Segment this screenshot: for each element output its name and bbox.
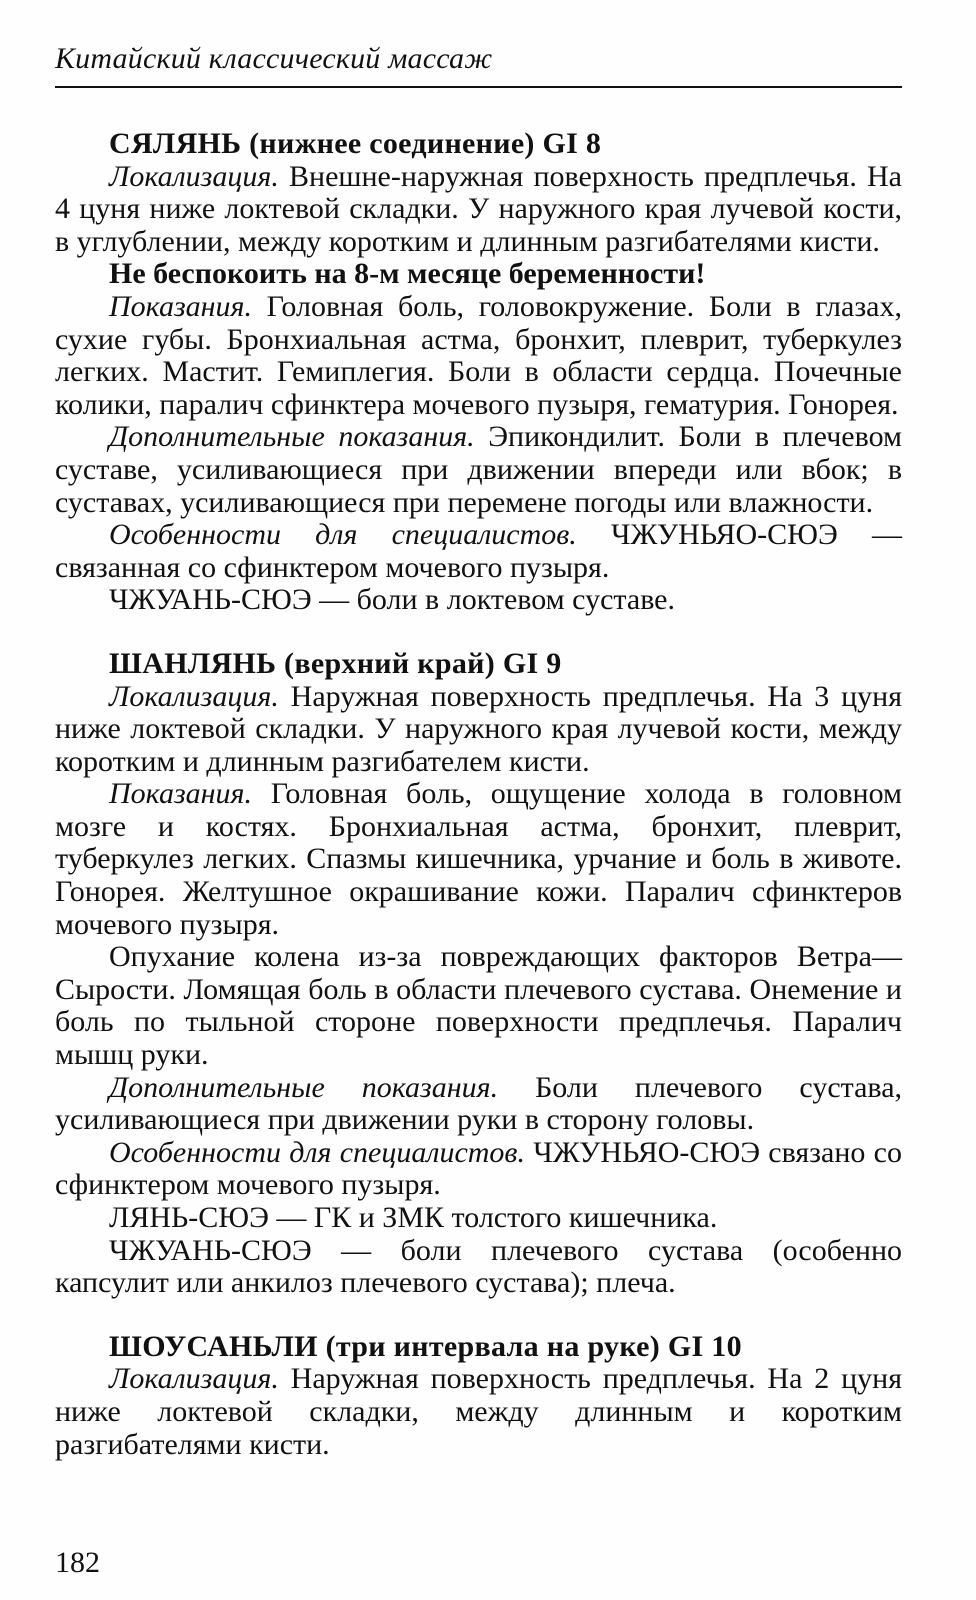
paragraph-text: Эпикондилит. Боли в плечевом суставе, усиливающиеся при движении впереди или вбок; в суставах, усиливающиеся при перемене погоды или влажности. xyxy=(55,420,902,519)
paragraph-label: Локализация. xyxy=(109,679,279,713)
paragraph-localization xyxy=(55,1363,902,1461)
paragraph-note xyxy=(55,1202,902,1235)
section-shanlyan xyxy=(55,648,902,1300)
paragraph-label: Локализация. xyxy=(109,159,279,193)
paragraph-text: ЧЖУАНЬ-СЮЭ — боли в локтевом суставе. xyxy=(109,583,676,617)
section-title: ШАНЛЯНЬ (верхний край) GI 9 xyxy=(109,646,562,680)
paragraph-warning xyxy=(55,258,902,291)
paragraph-text: Внешне-наружная поверхность предплечья. На 4 цуня ниже локтевой складки. У наружного края лучевой кости, в углублении, между коротким и длинным разгибателями кисти. xyxy=(55,159,902,258)
paragraph-specialist-notes xyxy=(55,1137,902,1202)
paragraph-label: Показания. xyxy=(109,289,252,323)
paragraph-text: Боли плечевого сустава, усиливающиеся при движении руки в сторону головы. xyxy=(55,1070,903,1137)
paragraph-label: Показания. xyxy=(109,777,252,811)
section-syalyan xyxy=(55,128,902,617)
paragraph-text: Головная боль, ощущение холода в головном мозге и костях. Бронхиальная астма, бронхит, плеврит, туберкулез легких. Спазмы кишечника, урчание и боль в животе. Гонорея. Желтушное окрашивание кожи. Паралич сфинктеров мочевого пузыря. xyxy=(55,777,902,941)
paragraph-label: Локализация. xyxy=(109,1362,279,1396)
header-rule xyxy=(55,86,902,88)
paragraph-text: Наружная поверхность предплечья. На 3 цуня ниже локтевой складки. У наружного края лучевой кости, между коротким и длинным разгибателем кисти. xyxy=(55,679,902,778)
page-number: 182 xyxy=(55,1546,100,1579)
paragraph-indications xyxy=(55,778,902,941)
paragraph-localization xyxy=(55,161,902,259)
section-title: СЯЛЯНЬ (нижнее соединение) GI 8 xyxy=(109,127,602,160)
paragraph-text: ЧЖУНЬЯО-СЮЭ связано со сфинктером мочевого пузыря. xyxy=(55,1135,902,1202)
paragraph-label: Особенности для специалистов. xyxy=(109,1135,525,1169)
paragraph-note xyxy=(55,1235,902,1300)
paragraph-additional-indications xyxy=(55,421,902,519)
paragraph-localization xyxy=(55,681,902,779)
paragraph-text: ЧЖУНЬЯО-СЮЭ — связанная со сфинктером мочевого пузыря. xyxy=(55,518,902,584)
paragraph-text: Опухание колена из-за повреждающих факторов Ветра—Сырости. Ломящая боль в области плечевого сустава. Онемение и боль по тыльной стороне поверхности предплечья. Паралич мышц руки. xyxy=(55,940,902,1072)
paragraph-text: Наружная поверхность предплечья. На 2 цуня ниже локтевой складки, между длинным и коротким разгибателями кисти. xyxy=(55,1362,902,1461)
paragraph-additional-indications xyxy=(55,1072,902,1137)
paragraph-specialist-notes xyxy=(55,519,902,584)
paragraph-label: Особенности для специалистов. xyxy=(109,518,577,552)
paragraph-indications xyxy=(55,291,902,421)
paragraph-label: Дополнительные показания. xyxy=(109,420,475,454)
section-title: ШОУСАНЬЛИ (три интервала на руке) GI 10 xyxy=(109,1329,742,1363)
paragraph-text: ЛЯНЬ-СЮЭ — ГК и ЗМК толстого кишечника. xyxy=(109,1201,718,1234)
paragraph-note xyxy=(55,584,902,617)
page-body xyxy=(55,128,902,1461)
running-head: Китайский классический массаж xyxy=(55,42,493,75)
paragraph-label: Дополнительные показания. xyxy=(109,1070,499,1104)
paragraph-text: ЧЖУАНЬ-СЮЭ — боли плечевого сустава (особенно капсулит или анкилоз плечевого сустава); плеча. xyxy=(55,1233,902,1300)
section-shousanli xyxy=(55,1331,902,1461)
paragraph-text: Головная боль, головокружение. Боли в глазах, сухие губы. Бронхиальная астма, бронхит, плеврит, туберкулез легких. Мастит. Гемиплегия. Боли в области сердца. Почечные колики, паралич сфинктера мочевого пузыря, гематурия. Гонорея. xyxy=(55,289,902,421)
paragraph-indications-continued xyxy=(55,941,902,1071)
warning-text: Не беспокоить на 8-м месяце беременности! xyxy=(109,257,706,291)
